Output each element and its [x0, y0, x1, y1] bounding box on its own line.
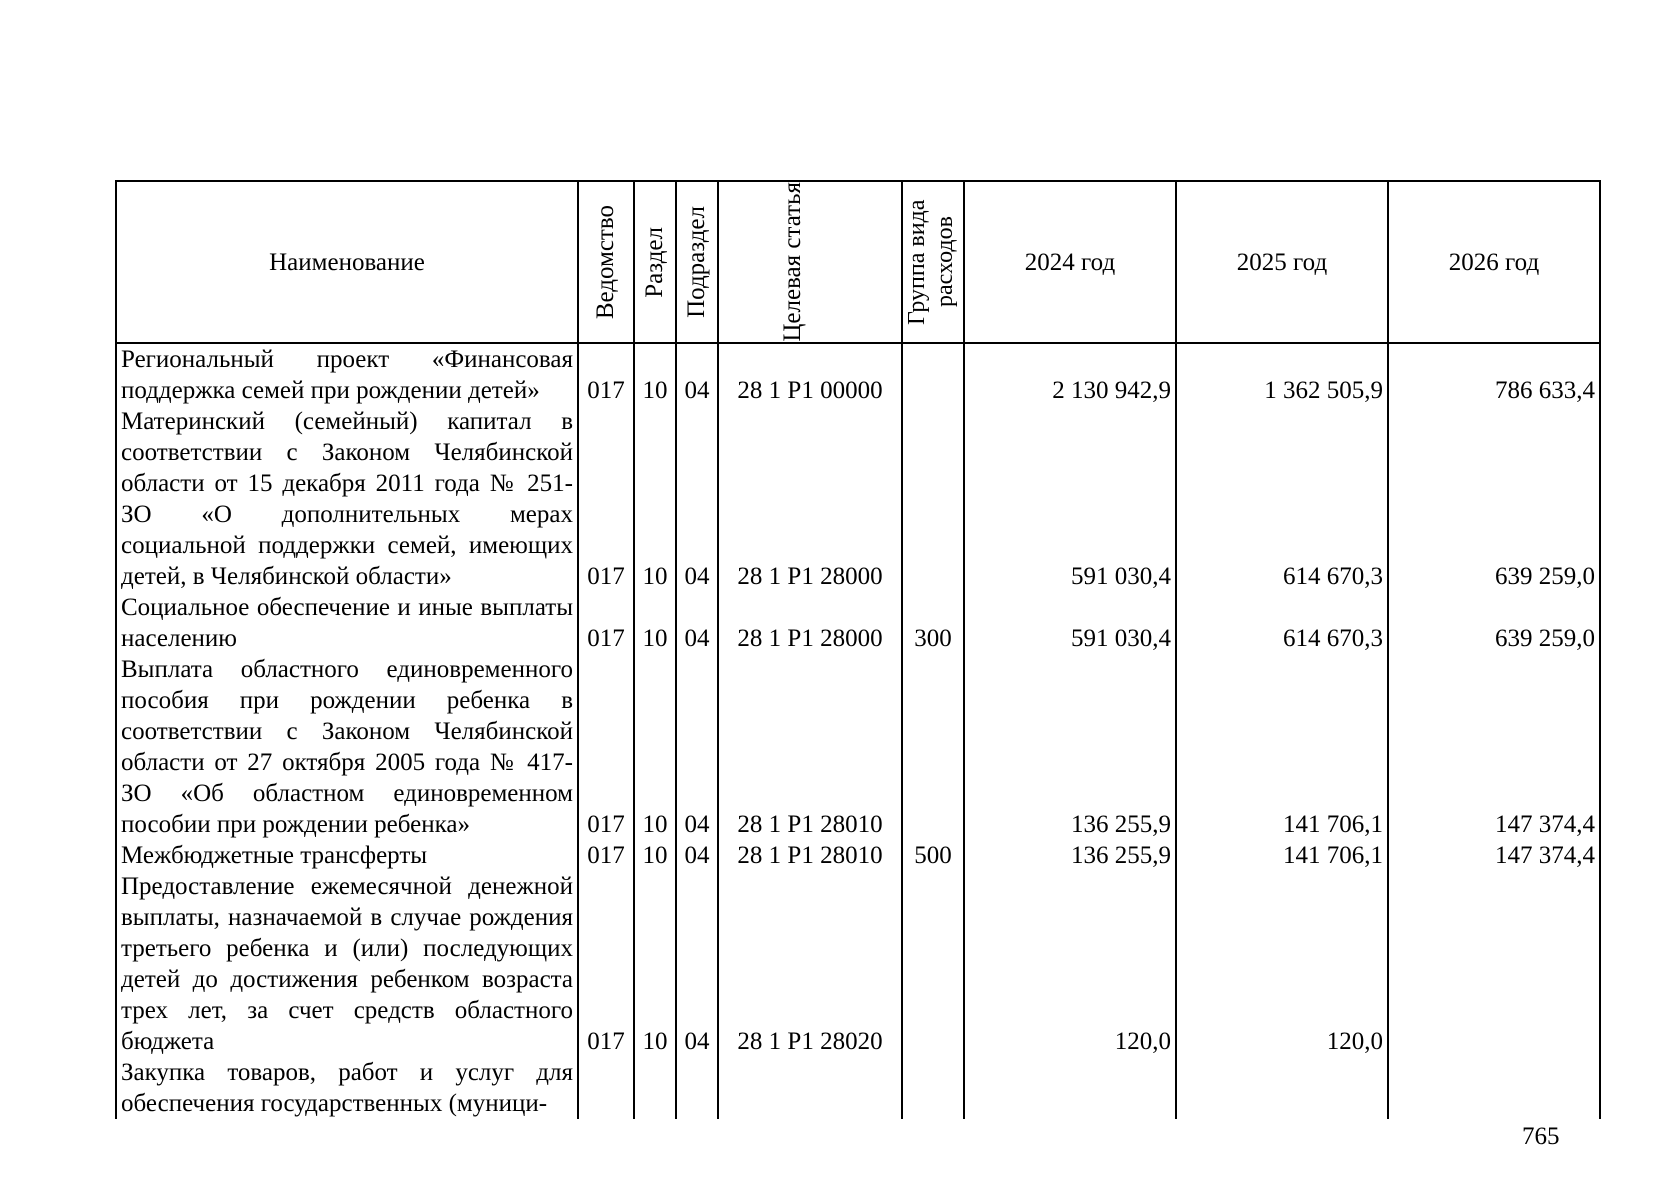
table-row: [116, 343, 1600, 406]
row-2026: 786 633,4: [1388, 343, 1600, 406]
page-number: 765: [1522, 1123, 1560, 1150]
row-2025: 614 670,3: [1176, 406, 1388, 592]
row-celevaya: [718, 1057, 902, 1119]
row-vedomstvo: 017: [578, 406, 634, 592]
row-2025: [1176, 1057, 1388, 1119]
row-vedomstvo: [578, 1057, 634, 1119]
header-vedomstvo-label: Ведомство: [592, 204, 619, 320]
row-vedomstvo: 017: [578, 871, 634, 1057]
row-razdel: 10: [634, 840, 676, 871]
header-vedomstvo: [578, 181, 634, 343]
row-celevaya: 28 1 Р1 28000: [718, 592, 902, 654]
row-razdel: 10: [634, 654, 676, 840]
row-podrazdel: 04: [676, 654, 718, 840]
row-celevaya: 28 1 Р1 28020: [718, 871, 902, 1057]
row-gruppa: [902, 871, 964, 1057]
row-2025: 120,0: [1176, 871, 1388, 1057]
header-celevaya-label: Целевая статья: [779, 182, 806, 342]
header-gruppa-label: Группа вида расходов: [904, 199, 958, 325]
row-name: Выплата областного единовременного пособия при рождении ребенка в соответствии с Законом Челябинской области от 27 октября 2005 года № 417-ЗО «Об областном единовременном пособии при рождении ребенка»: [116, 654, 578, 840]
header-podrazdel-label: Подраздел: [683, 206, 710, 318]
header-2024: [964, 181, 1176, 343]
row-name: Межбюджетные трансферты: [116, 840, 578, 871]
row-podrazdel: 04: [676, 871, 718, 1057]
row-2024: 591 030,4: [964, 592, 1176, 654]
row-podrazdel: 04: [676, 840, 718, 871]
row-podrazdel: 04: [676, 406, 718, 592]
row-gruppa: 300: [902, 592, 964, 654]
header-name-label: Наименование: [269, 248, 425, 276]
row-podrazdel: 04: [676, 343, 718, 406]
row-razdel: 10: [634, 871, 676, 1057]
row-gruppa: [902, 1057, 964, 1119]
row-podrazdel: 04: [676, 592, 718, 654]
row-name: Предоставление ежемесячной денежной выплаты, назначаемой в случае рождения третьего ребенка и (или) последующих детей до достижения ребенком возраста трех лет, за счет средств областного бюджета: [116, 871, 578, 1057]
row-name: Закупка товаров, работ и услуг для обеспечения государственных (муници-: [116, 1057, 578, 1119]
row-gruppa: [902, 343, 964, 406]
row-celevaya: 28 1 Р1 28010: [718, 840, 902, 871]
header-name: [116, 181, 578, 343]
row-gruppa: [902, 654, 964, 840]
header-gruppa: [902, 181, 964, 343]
header-row: [116, 181, 1600, 343]
row-name: Социальное обеспечение и иные выплаты населению: [116, 592, 578, 654]
row-2024: 136 255,9: [964, 840, 1176, 871]
row-vedomstvo: 017: [578, 840, 634, 871]
row-2025: 141 706,1: [1176, 654, 1388, 840]
row-2025: 614 670,3: [1176, 592, 1388, 654]
row-podrazdel: [676, 1057, 718, 1119]
row-celevaya: 28 1 Р1 28010: [718, 654, 902, 840]
row-vedomstvo: 017: [578, 592, 634, 654]
row-vedomstvo: 017: [578, 654, 634, 840]
row-2025: 1 362 505,9: [1176, 343, 1388, 406]
header-podrazdel: [676, 181, 718, 343]
row-2024: 591 030,4: [964, 406, 1176, 592]
row-razdel: [634, 1057, 676, 1119]
row-2025: 141 706,1: [1176, 840, 1388, 871]
table-row: [116, 1057, 1600, 1119]
row-2024: 136 255,9: [964, 654, 1176, 840]
header-razdel: [634, 181, 676, 343]
table-row: [116, 406, 1600, 592]
header-celevaya: [718, 181, 902, 343]
row-vedomstvo: 017: [578, 343, 634, 406]
row-celevaya: 28 1 Р1 28000: [718, 406, 902, 592]
row-2026: 147 374,4: [1388, 654, 1600, 840]
row-2024: 2 130 942,9: [964, 343, 1176, 406]
header-2025: [1176, 181, 1388, 343]
row-gruppa: 500: [902, 840, 964, 871]
row-celevaya: 28 1 Р1 00000: [718, 343, 902, 406]
header-2026: [1388, 181, 1600, 343]
row-razdel: 10: [634, 592, 676, 654]
row-2024: [964, 1057, 1176, 1119]
header-razdel-label: Раздел: [641, 226, 668, 298]
row-2024: 120,0: [964, 871, 1176, 1057]
row-razdel: 10: [634, 343, 676, 406]
header-2026-label: 2026 год: [1448, 248, 1540, 276]
row-gruppa: [902, 406, 964, 592]
table-row: [116, 592, 1600, 654]
budget-table: [115, 180, 1601, 1119]
row-2026: 639 259,0: [1388, 592, 1600, 654]
row-2026: [1388, 871, 1600, 1057]
row-razdel: 10: [634, 406, 676, 592]
header-2024-label: 2024 год: [1024, 248, 1116, 276]
table-row: [116, 654, 1600, 840]
row-name: Региональный проект «Финансовая поддержка семей при рождении детей»: [116, 343, 578, 406]
row-2026: 639 259,0: [1388, 406, 1600, 592]
table-row: [116, 871, 1600, 1057]
row-name: Материнский (семейный) капитал в соответствии с Законом Челябинской области от 15 декабря 2011 года № 251-ЗО «О дополнительных мерах социальной поддержки семей, имеющих детей, в Челябинской области»: [116, 406, 578, 592]
row-2026: [1388, 1057, 1600, 1119]
row-2026: 147 374,4: [1388, 840, 1600, 871]
header-2025-label: 2025 год: [1236, 248, 1328, 276]
table-row: [116, 840, 1600, 871]
